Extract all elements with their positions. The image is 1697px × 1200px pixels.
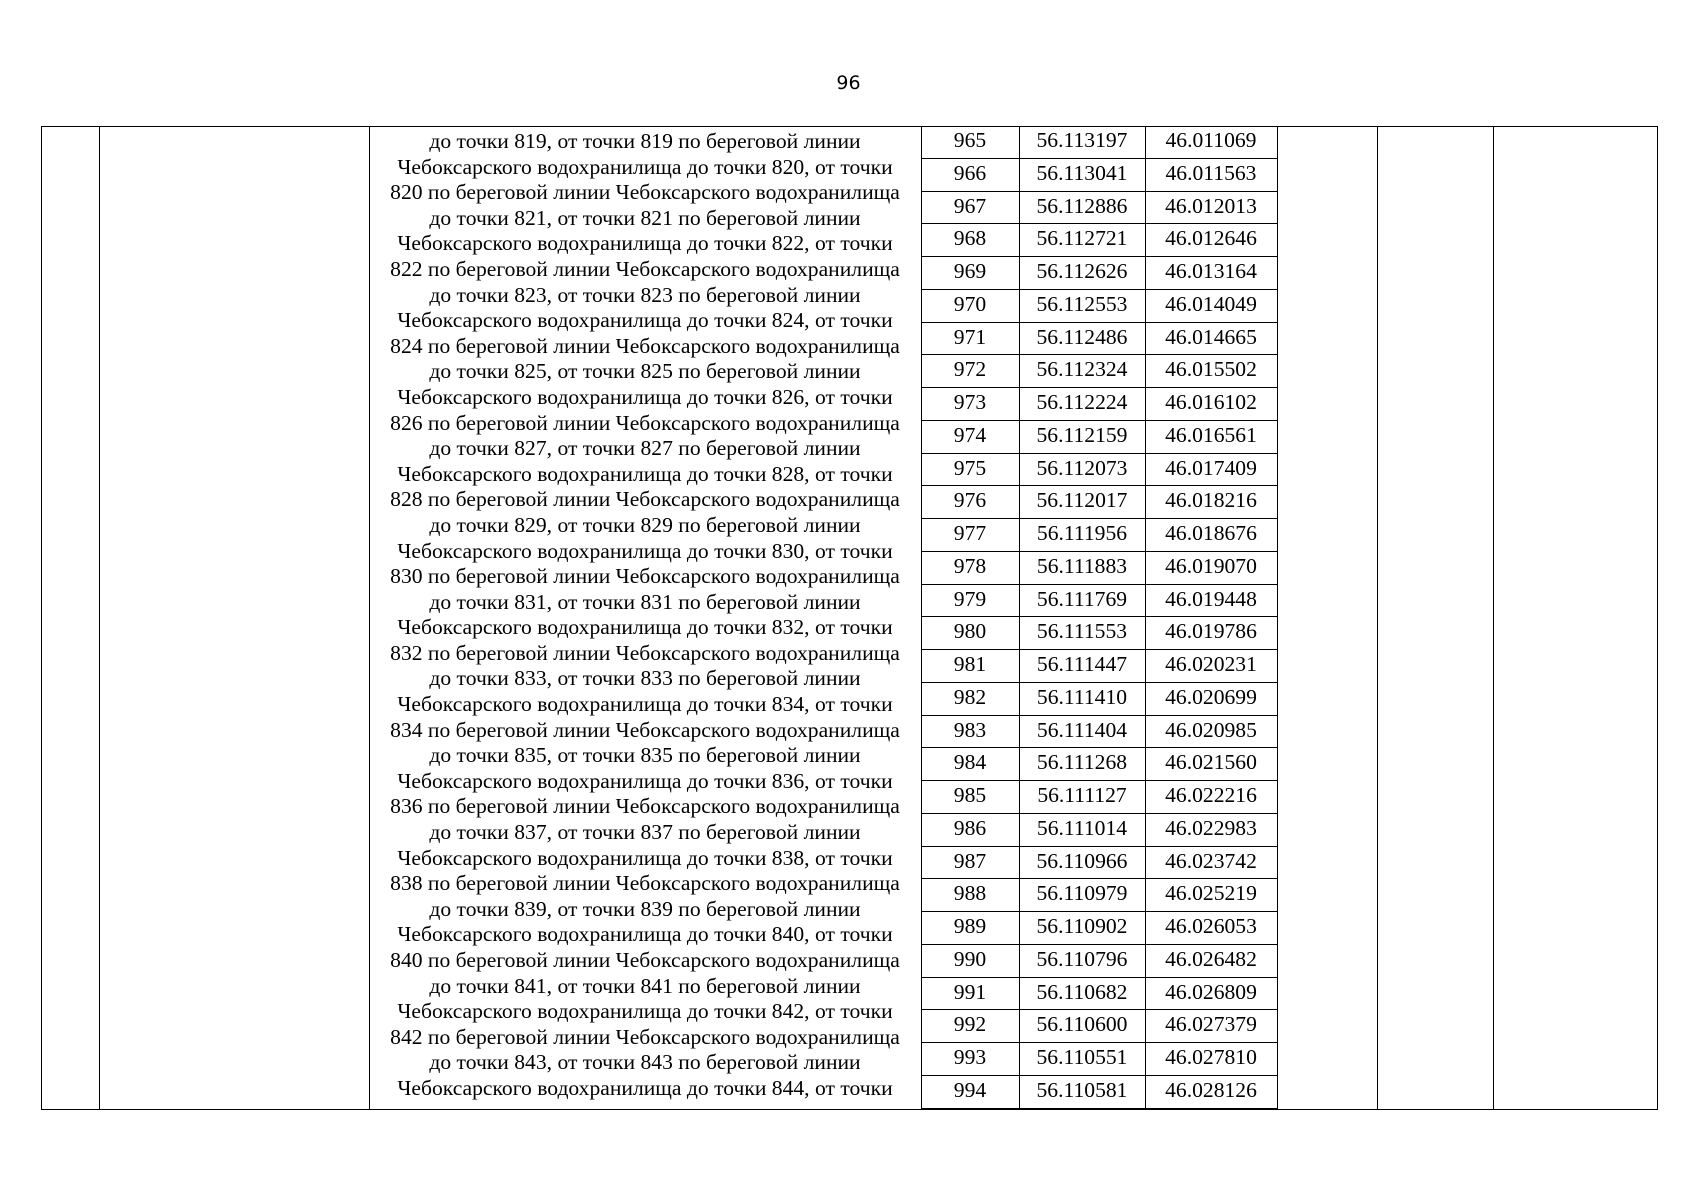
point-number: 968: [953, 226, 987, 251]
description-line: 842 по береговой линии Чебоксарского водохранилища: [390, 1024, 900, 1049]
point-number: 978: [953, 553, 987, 578]
point-number: 987: [953, 848, 987, 873]
description-line: Чебоксарского водохранилища до точки 838, от точки: [397, 845, 893, 870]
latitude-cell: 56.112626: [1036, 259, 1128, 283]
latitude-cell: 56.111410: [1036, 684, 1128, 709]
longitude-cell: 46.012013: [1165, 193, 1257, 218]
point-number: 967: [953, 193, 987, 218]
description-line: до точки 823, от точки 823 по береговой линии: [429, 282, 861, 307]
point-number: 974: [953, 422, 987, 447]
description-line: до точки 831, от точки 831 по береговой линии: [429, 589, 861, 614]
point-number: 985: [953, 783, 987, 807]
longitude-cell: 46.016102: [1165, 390, 1257, 414]
table-row: [921, 224, 1277, 257]
latitude-cell: 56.110600: [1036, 1012, 1128, 1037]
latitude-cell: 56.111447: [1036, 652, 1128, 676]
latitude-cell: 56.112224: [1036, 390, 1128, 414]
longitude-cell: 46.022983: [1165, 815, 1257, 840]
table-row: [921, 388, 1277, 421]
point-number: 973: [953, 390, 987, 414]
description-line: 840 по береговой линии Чебоксарского водохранилища: [390, 948, 900, 972]
point-number: 989: [953, 914, 987, 938]
point-number: 976: [953, 488, 987, 513]
latitude-cell: 56.113041: [1036, 160, 1128, 185]
latitude-cell: 56.111956: [1036, 521, 1128, 545]
description-line: 820 по береговой линии Чебоксарского водохранилища: [390, 180, 900, 205]
page-number: 96: [836, 72, 861, 94]
longitude-cell: 46.018216: [1165, 488, 1257, 513]
table-row: [921, 421, 1277, 454]
table-row: [921, 683, 1277, 716]
longitude-cell: 46.019070: [1165, 553, 1257, 578]
column-divider: [1277, 127, 1278, 1109]
description-line: Чебоксарского водохранилища до точки 820, от точки: [397, 154, 893, 179]
table-row: [921, 355, 1277, 388]
description-line: 830 по береговой линии Чебоксарского водохранилища: [390, 564, 900, 589]
latitude-cell: 56.110551: [1036, 1045, 1128, 1069]
column-divider: [1377, 127, 1378, 1109]
coordinates-table: [921, 126, 1277, 1109]
table-row: [921, 716, 1277, 749]
latitude-cell: 56.110682: [1036, 979, 1128, 1004]
description-line: Чебоксарского водохранилища до точки 830, от точки: [397, 538, 893, 563]
description-line: до точки 829, от точки 829 по береговой линии: [429, 512, 861, 537]
longitude-cell: 46.027810: [1165, 1045, 1257, 1069]
point-number: 966: [953, 160, 987, 185]
description-line: 834 по береговой линии Чебоксарского водохранилища: [390, 717, 900, 742]
point-number: 990: [953, 946, 987, 971]
column-divider: [1493, 127, 1494, 1109]
boundary-description: [369, 129, 921, 1109]
table-row: [921, 454, 1277, 487]
description-line: Чебоксарского водохранилища до точки 836, от точки: [397, 768, 893, 793]
table-row: [921, 519, 1277, 552]
table-row: [921, 748, 1277, 781]
longitude-cell: 46.028126: [1165, 1077, 1257, 1102]
longitude-cell: 46.026053: [1165, 914, 1257, 938]
table-row: [921, 192, 1277, 225]
point-number: 992: [953, 1012, 987, 1037]
description-line: Чебоксарского водохранилища до точки 834, от точки: [397, 692, 893, 717]
table-row: [921, 552, 1277, 585]
latitude-cell: 56.110581: [1036, 1077, 1128, 1102]
longitude-cell: 46.012646: [1165, 226, 1257, 251]
longitude-cell: 46.017409: [1165, 455, 1257, 480]
description-line: 838 по береговой линии Чебоксарского водохранилища: [390, 871, 900, 896]
table-row: [921, 650, 1277, 683]
longitude-cell: 46.019448: [1165, 586, 1257, 611]
latitude-cell: 56.111268: [1036, 750, 1128, 775]
longitude-cell: 46.014665: [1165, 324, 1257, 349]
description-line: до точки 841, от точки 841 по береговой линии: [429, 973, 861, 998]
point-number: 980: [953, 619, 987, 644]
latitude-cell: 56.111553: [1036, 619, 1128, 644]
table-row: [921, 879, 1277, 912]
column-divider: [99, 127, 100, 1109]
point-number: 991: [953, 979, 987, 1004]
latitude-cell: 56.111769: [1036, 586, 1128, 611]
point-number: 983: [953, 717, 987, 742]
latitude-cell: 56.112886: [1036, 193, 1128, 218]
latitude-cell: 56.112159: [1036, 422, 1128, 447]
longitude-cell: 46.025219: [1165, 881, 1257, 906]
point-number: 981: [953, 652, 987, 676]
point-number: 988: [953, 881, 987, 906]
longitude-cell: 46.021560: [1165, 750, 1257, 775]
description-line: до точки 839, от точки 839 по береговой линии: [429, 896, 861, 921]
table-row: [921, 159, 1277, 192]
latitude-cell: 56.113197: [1036, 128, 1128, 152]
longitude-cell: 46.026809: [1165, 979, 1257, 1004]
description-line: Чебоксарского водохранилища до точки 824, от точки: [397, 308, 893, 333]
description-line: Чебоксарского водохранилища до точки 828, от точки: [397, 461, 893, 486]
latitude-cell: 56.111127: [1037, 783, 1127, 807]
description-line: до точки 827, от точки 827 по береговой линии: [429, 436, 861, 461]
description-line: Чебоксарского водохранилища до точки 832, от точки: [397, 615, 893, 640]
longitude-cell: 46.013164: [1165, 259, 1257, 283]
description-line: 826 по береговой линии Чебоксарского водохранилища: [390, 410, 900, 435]
column-divider: [1145, 126, 1146, 1108]
point-number: 982: [953, 684, 987, 709]
description-line: до точки 833, от точки 833 по береговой линии: [429, 666, 861, 691]
description-line: 822 по береговой линии Чебоксарского водохранилища: [390, 256, 900, 281]
longitude-cell: 46.020231: [1165, 652, 1257, 676]
latitude-cell: 56.111014: [1036, 815, 1128, 840]
latitude-cell: 56.111404: [1036, 717, 1128, 742]
table-row: [921, 585, 1277, 618]
point-number: 993: [953, 1045, 987, 1069]
latitude-cell: 56.112486: [1036, 324, 1128, 349]
table-row: [921, 257, 1277, 290]
description-line: Чебоксарского водохранилища до точки 842, от точки: [397, 999, 893, 1024]
point-number: 994: [953, 1077, 987, 1102]
point-number: 971: [953, 324, 987, 349]
description-line: до точки 837, от точки 837 по береговой линии: [429, 820, 861, 845]
description-line: Чебоксарского водохранилища до точки 844, от точки: [397, 1075, 893, 1100]
table-row: [921, 945, 1277, 978]
point-number: 965: [953, 128, 987, 152]
point-number: 977: [953, 521, 987, 545]
description-line: до точки 825, от точки 825 по береговой линии: [429, 359, 861, 384]
description-line: Чебоксарского водохранилища до точки 840, от точки: [397, 922, 893, 947]
longitude-cell: 46.015502: [1165, 357, 1257, 382]
latitude-cell: 56.110796: [1036, 946, 1128, 971]
point-number: 986: [953, 815, 987, 840]
longitude-cell: 46.020699: [1165, 684, 1257, 709]
table-row: [921, 978, 1277, 1011]
table-row: [921, 781, 1277, 814]
latitude-cell: 56.111883: [1036, 553, 1128, 578]
point-number: 975: [953, 455, 987, 480]
description-line: до точки 835, от точки 835 по береговой линии: [429, 743, 861, 768]
point-number: 972: [953, 357, 987, 382]
longitude-cell: 46.027379: [1165, 1012, 1257, 1037]
description-line: 832 по береговой линии Чебоксарского водохранилища: [390, 640, 900, 665]
point-number: 969: [953, 259, 987, 283]
column-divider: [1019, 126, 1020, 1108]
latitude-cell: 56.112721: [1036, 226, 1128, 251]
longitude-cell: 46.016561: [1165, 422, 1257, 447]
longitude-cell: 46.018676: [1165, 521, 1257, 545]
description-line: до точки 821, от точки 821 по береговой линии: [429, 205, 861, 230]
longitude-cell: 46.020985: [1165, 717, 1257, 742]
latitude-cell: 56.110966: [1036, 848, 1128, 873]
latitude-cell: 56.110902: [1036, 914, 1128, 938]
point-number: 970: [953, 291, 987, 316]
longitude-cell: 46.019786: [1165, 619, 1257, 644]
description-line: Чебоксарского водохранилища до точки 826, от точки: [397, 384, 893, 409]
description-line: 836 по береговой линии Чебоксарского водохранилища: [390, 794, 900, 819]
table-row: [921, 126, 1277, 159]
longitude-cell: 46.011563: [1165, 160, 1257, 185]
longitude-cell: 46.026482: [1165, 946, 1257, 971]
description-line: 824 по береговой линии Чебоксарского водохранилища: [390, 333, 900, 358]
table-row: [921, 912, 1277, 945]
latitude-cell: 56.112017: [1036, 488, 1128, 513]
description-line: 828 по береговой линии Чебоксарского водохранилища: [390, 487, 900, 512]
longitude-cell: 46.011069: [1165, 128, 1257, 152]
latitude-cell: 56.112073: [1036, 455, 1128, 480]
description-line: до точки 843, от точки 843 по береговой линии: [429, 1050, 861, 1075]
latitude-cell: 56.112324: [1036, 357, 1128, 382]
table-row: [921, 617, 1277, 650]
table-row: [921, 814, 1277, 847]
description-line: Чебоксарского водохранилища до точки 822, от точки: [397, 231, 893, 256]
longitude-cell: 46.022216: [1165, 783, 1257, 807]
table-row: [921, 1076, 1277, 1109]
longitude-cell: 46.014049: [1165, 291, 1257, 316]
table-row: [921, 847, 1277, 880]
table-row: [921, 486, 1277, 519]
description-line: до точки 819, от точки 819 по береговой линии: [429, 129, 861, 153]
table-row: [921, 1043, 1277, 1076]
table-row: [921, 1010, 1277, 1043]
longitude-cell: 46.023742: [1165, 848, 1257, 873]
table-row: [921, 323, 1277, 356]
latitude-cell: 56.112553: [1036, 291, 1128, 316]
point-number: 979: [953, 586, 987, 611]
table-row: [921, 290, 1277, 323]
latitude-cell: 56.110979: [1036, 881, 1128, 906]
point-number: 984: [953, 750, 987, 775]
